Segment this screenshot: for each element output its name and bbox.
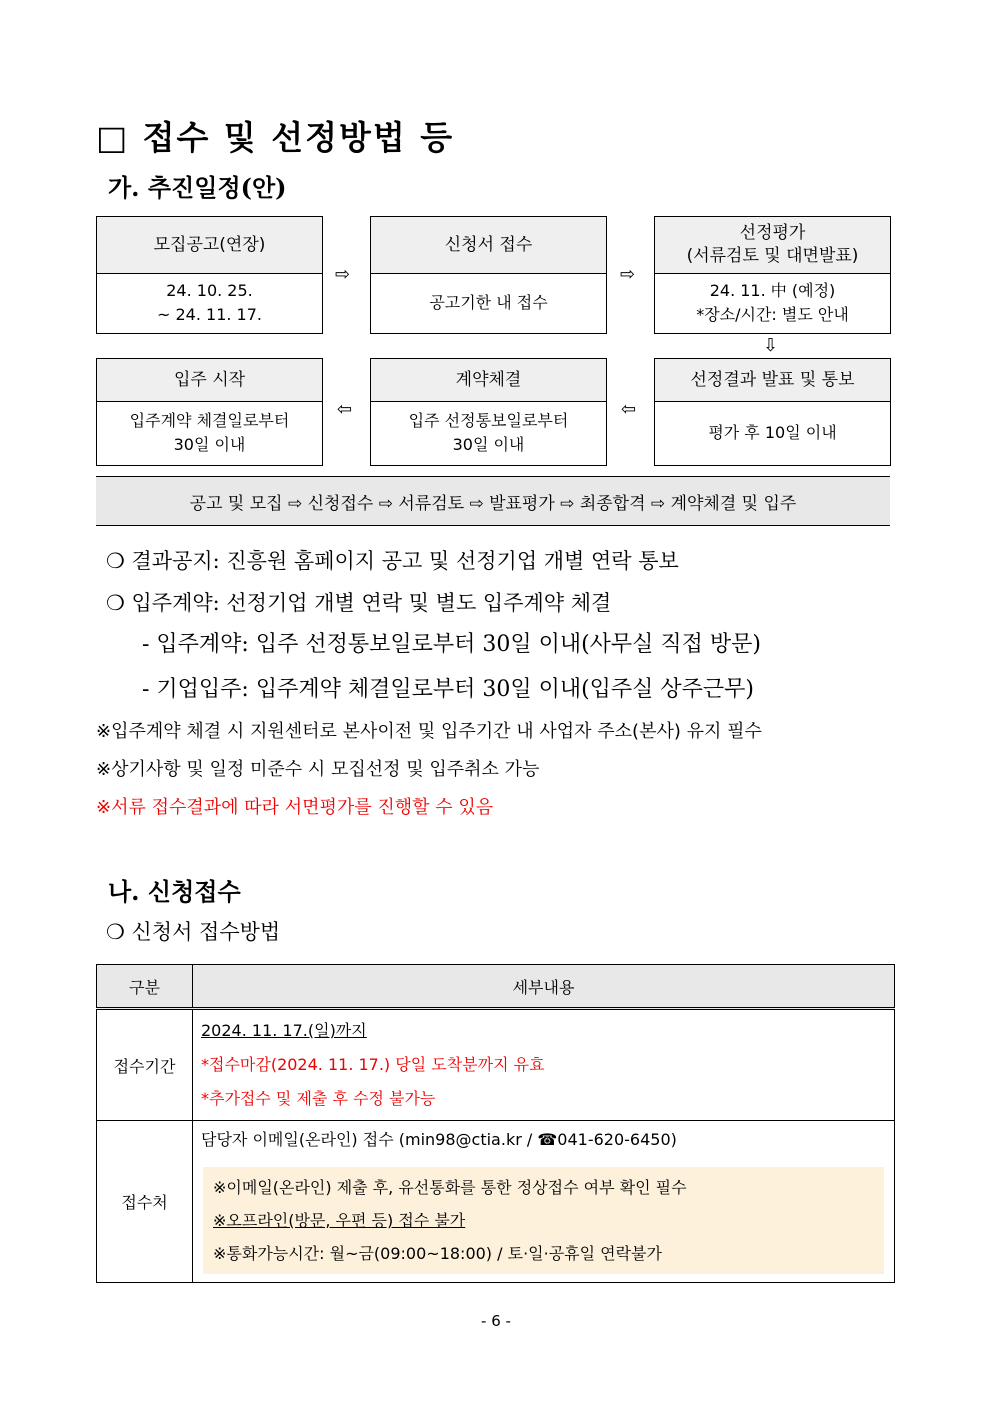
sub-bullet-move-in: - 기업입주: 입주계약 체결일로부터 30일 이내(입주실 상주근무) (142, 677, 755, 702)
box-header: 계약체결 (371, 359, 606, 402)
box-header: 선정결과 발표 및 통보 (655, 359, 890, 402)
note-cancellation: ※상기사항 및 일정 미준수 시 모집선정 및 입주취소 가능 (96, 759, 540, 780)
notice-offline-not-allowed: ※오프라인(방문, 우편 등) 접수 불가 (213, 1211, 466, 1230)
header-category: 구분 (97, 965, 193, 1009)
contact-email-phone: 담당자 이메일(온라인) 접수 (min98@ctia.kr / ☎041-620-6450) (201, 1130, 677, 1149)
notice-box (203, 1167, 884, 1274)
row-details-period (193, 1009, 895, 1121)
deadline-note: *접수마감(2024. 11. 17.) 당일 도착분까지 유효 (201, 1055, 545, 1074)
box-header: 모집공고(연장) (97, 217, 322, 274)
row-details-place (193, 1121, 895, 1283)
section-b-heading: 나. 신청접수 (108, 877, 241, 906)
header-details: 세부내용 (193, 965, 895, 1009)
section-a-heading: 가. 추진일정(안) (108, 173, 287, 202)
right-arrow-icon: ⇨ (620, 264, 636, 285)
no-revision-note: *추가접수 및 제출 후 수정 불가능 (201, 1089, 436, 1108)
box-body: 입주 선정통보일로부터 30일 이내 (408, 411, 569, 454)
row-label-place: 접수처 (97, 1121, 193, 1283)
down-arrow-icon: ⇩ (763, 335, 779, 356)
deadline-text: 2024. 11. 17.(일)까지 (201, 1021, 367, 1040)
table-header-row (97, 965, 895, 1009)
left-arrow-icon: ⇦ (621, 399, 637, 420)
process-flow-bar: 공고 및 모집 ⇨ 신청접수 ⇨ 서류검토 ⇨ 발표평가 ⇨ 최종합격 ⇨ 계약체결 및 입주 (96, 476, 890, 526)
box-header: 입주 시작 (97, 359, 322, 402)
schedule-box-recruit (96, 216, 323, 334)
schedule-box-move-in (96, 358, 323, 466)
schedule-box-evaluation (654, 216, 891, 334)
table-row-period (97, 1009, 895, 1121)
bullet-result-notice: ❍ 결과공지: 진흥원 홈페이지 공고 및 선정기업 개별 연락 통보 (106, 549, 679, 573)
bullet-application-method: ❍ 신청서 접수방법 (106, 920, 281, 944)
notice-phone-confirm: ※이메일(온라인) 제출 후, 유선통화를 통한 정상접수 여부 확인 필수 (213, 1178, 687, 1197)
note-document-evaluation: ※서류 접수결과에 따라 서면평가를 진행할 수 있음 (96, 797, 494, 818)
schedule-box-application (370, 216, 607, 334)
bullet-contract: ❍ 입주계약: 선정기업 개별 연락 및 별도 입주계약 체결 (106, 591, 612, 615)
sub-bullet-contract: - 입주계약: 입주 선정통보일로부터 30일 이내(사무실 직접 방문) (142, 632, 762, 657)
note-hq-relocation: ※입주계약 체결 시 지원센터로 본사이전 및 입주기간 내 사업자 주소(본사) 유지 필수 (96, 721, 762, 742)
row-label-period: 접수기간 (97, 1009, 193, 1121)
schedule-box-contract (370, 358, 607, 466)
box-body: 24. 11. 中 (예정) *장소/시간: 별도 안내 (696, 281, 849, 324)
schedule-box-result (654, 358, 891, 466)
page-title: □ 접수 및 선정방법 등 (96, 118, 455, 157)
box-header: 신청서 접수 (371, 217, 606, 274)
application-table (96, 964, 895, 1283)
left-arrow-icon: ⇦ (337, 399, 353, 420)
notice-call-hours: ※통화가능시간: 월~금(09:00~18:00) / 토·일·공휴일 연락불가 (213, 1244, 662, 1263)
table-row-place (97, 1121, 895, 1283)
right-arrow-icon: ⇨ (335, 264, 351, 285)
box-body: 입주계약 체결일로부터 30일 이내 (129, 411, 290, 454)
page-number: - 6 - (481, 1312, 511, 1330)
box-body: 24. 10. 25. ~ 24. 11. 17. (157, 281, 262, 324)
box-body: 공고기한 내 접수 (429, 293, 548, 312)
box-body: 평가 후 10일 이내 (708, 423, 837, 442)
box-header: 선정평가 (서류검토 및 대면발표) (655, 217, 890, 274)
